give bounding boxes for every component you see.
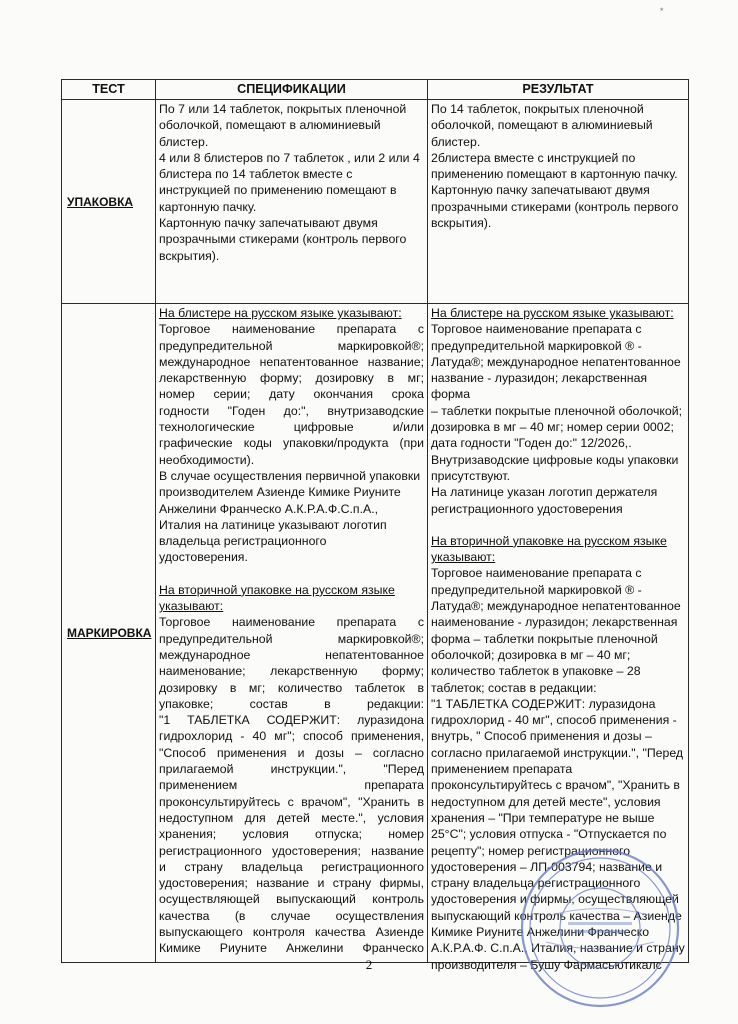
spec-secondary-text (159, 614, 424, 956)
header-row (62, 80, 689, 100)
corner-mark: * (660, 6, 664, 16)
page-number: 2 (365, 957, 373, 972)
text-line: На вторичной упаковке на русском языке (159, 582, 395, 597)
text-line: недоступном для детей месте.", условия (159, 810, 424, 825)
text-line: прозрачными стикерами (контроль первого (431, 199, 679, 214)
packaging-spec-cell (156, 100, 428, 304)
text-line: регистрационного удостоверения (431, 501, 623, 516)
text-line: На вторичной упаковке на русском языке (431, 533, 667, 548)
text-line: По 14 таблеток, покрытых пленочной (431, 102, 644, 116)
text-line: Внутризаводские цифровые коды упаковки (431, 452, 679, 467)
text-line: владельца регистрационного (159, 534, 327, 549)
packaging-spec-text (159, 101, 424, 264)
text-line: На латинице указан логотип держателя (431, 485, 658, 500)
packaging-test-label: УПАКОВКА (62, 100, 156, 304)
text-line: осуществляющей выпускающий контроль (159, 892, 424, 907)
text-line: оболочкой, помещают в алюминиевый (159, 118, 381, 133)
packaging-result-cell (428, 100, 689, 304)
result-secondary-heading (431, 533, 685, 566)
result-secondary-text (431, 565, 685, 972)
text-line: картонную пачку. (159, 199, 257, 214)
text-line: хранения – "При температуре не выше (431, 810, 655, 825)
text-line: указывают: (431, 550, 496, 565)
header-spec: СПЕЦИФИКАЦИИ (156, 80, 428, 100)
text-line: Италия на латинице указывают логотип (159, 517, 387, 532)
specification-table (61, 79, 689, 972)
text-line: применением препарата (431, 762, 573, 777)
text-line: прозрачными стикерами (контроль первого (159, 232, 407, 247)
text-line: Кимике Риуните Анжелини Франческо (431, 924, 650, 939)
text-line: Торговое наименование препарата с (159, 322, 424, 337)
text-line: присутствуют. (431, 468, 510, 483)
text-line: инструкцией по применению помещают в (159, 183, 397, 198)
text-line: предупредительной маркировкой®; (159, 631, 424, 646)
text-line: наименование - луразидон; лекарственная (431, 615, 678, 630)
text-line: В случае осуществления первичной упаковки (159, 468, 421, 483)
text-line: дозировку в мг; количество таблеток в (159, 680, 424, 695)
text-line: выпускающего контроля качества Азиенде (159, 924, 424, 939)
text-line: количество таблеток в упаковке – 28 (431, 664, 641, 679)
text-line: упаковке; состав в редакции: (159, 696, 424, 711)
marking-test-label: МАРКИРОВКА (62, 304, 156, 963)
text-line: гидрохлорид - 40 мг"; способ применения, (159, 729, 424, 744)
text-line: блистер. (159, 134, 209, 149)
text-line: качества (в случае осуществления (159, 908, 424, 923)
text-line: 2блистера вместе с инструкцией по (431, 150, 636, 165)
text-line: предупредительной маркировкой ® - (431, 338, 642, 353)
text-line: "Способ применения и дозы – согласно (159, 745, 424, 760)
text-line: Торговое наименование препарата с (159, 615, 424, 630)
text-line: прилагаемой инструкции.", "Перед (159, 762, 424, 777)
text-line: "1 ТАБЛЕТКА СОДЕРЖИТ: луразидона (159, 713, 424, 728)
text-line: А.К.Р.А.Ф. С.п.А., Италия, название и страну (431, 941, 685, 956)
text-line: производителем Азиенде Кимике Риуните (159, 485, 401, 500)
text-line: вскрытия). (431, 216, 492, 231)
text-line: регистрационного удостоверения; название (159, 843, 424, 858)
text-line: международное непатентованное название; (159, 354, 424, 369)
spec-secondary-heading (159, 582, 424, 615)
text-line: рецепту"; номер регистрационного (431, 843, 631, 858)
text-line: Латуда®; международное непатентованное (431, 599, 681, 614)
result-blister-text (431, 321, 685, 517)
text-line: внутрь, " Способ применения и дозы – (431, 729, 652, 744)
text-line: наименование; лекарственную форму; (159, 664, 424, 679)
text-line: применением препарата (159, 778, 424, 793)
text-line: страну владельца регистрационного (431, 876, 641, 891)
text-line: блистер. (431, 134, 481, 149)
text-line: таблеток; состав в редакции: (431, 680, 597, 695)
text-line: Торговое наименование препарата с (431, 322, 642, 337)
spec-primary-pack-text (159, 468, 424, 566)
text-line: блистера по 14 таблеток вместе с (159, 167, 353, 182)
text-line: Торговое наименование препарата с (431, 566, 642, 581)
text-line: лекарственную форму; дозировку в мг; (159, 371, 424, 386)
text-line: оболочкой, помещают в алюминиевый (431, 118, 653, 133)
text-line: Латуда®; международное непатентованное (431, 354, 681, 369)
text-line: форма – таблетки покрытые пленочной (431, 631, 658, 646)
marking-row (62, 304, 689, 963)
text-line: применению помещают в картонную пачку. (431, 167, 678, 182)
text-line: название - луразидон; лекарственная форма (431, 371, 648, 402)
text-line: хранения; условия отпуска; номер (159, 827, 424, 842)
text-line: проконсультируйтесь с врачом", "Хранить в (431, 778, 680, 793)
text-line: дозировка в мг – 40 мг; номер серии 0002; (431, 420, 674, 435)
text-line: проконсультируйтесь с врачом", "Хранить в (159, 794, 424, 809)
text-line: По 7 или 14 таблеток, покрытых пленочной (159, 102, 407, 116)
marking-spec-cell (156, 304, 428, 963)
text-line: производителя – Бушу Фармасьютикалс (431, 957, 662, 972)
header-test: ТЕСТ (62, 80, 156, 100)
text-line: дата годности "Годен до:" 12/2026,. (431, 436, 632, 451)
text-line: удостоверения – ЛП-003794; название и (431, 859, 663, 874)
text-line: вскрытия). (159, 248, 220, 263)
text-line: указывают: (159, 599, 224, 614)
packaging-result-text (431, 101, 685, 231)
text-line: технологические цифровые и/или (159, 420, 424, 435)
text-line: номер серии; дату окончания срока (159, 387, 424, 402)
text-line: предупредительной маркировкой ® - (431, 582, 642, 597)
text-line: оболочкой; дозировка в мг – 40 мг; (431, 647, 631, 662)
text-line: Кимике Риуните Анжелини Франческо (159, 941, 424, 956)
spec-blister-heading: На блистере на русском языке указывают: (159, 306, 402, 320)
packaging-row (62, 100, 689, 304)
result-blister-heading: На блистере на русском языке указывают: (431, 306, 674, 320)
text-line: 4 или 8 блистеров по 7 таблеток , или 2 или 4 (159, 150, 420, 165)
text-line: Картонную пачку запечатывают двумя (159, 216, 378, 231)
text-line: согласно прилагаемой инструкции.", "Перед (431, 745, 684, 760)
header-result: РЕЗУЛЬТАТ (428, 80, 689, 100)
text-line: – таблетки покрытые пленочной оболочкой; (431, 403, 682, 418)
text-line: и страну владельца регистрационного (159, 859, 424, 874)
text-line: 25°С"; условия отпуска - "Отпускается по (431, 827, 667, 842)
text-line: удостоверения и фирмы, осуществляющей (431, 892, 679, 907)
text-line: годности "Годен до:", внутризаводские (159, 403, 424, 418)
text-line: гидрохлорид - 40 мг", способ применения - (431, 713, 677, 728)
text-line: выпускающий контроль качества – Азиенде (431, 908, 682, 923)
text-line: удостоверения. (159, 550, 248, 565)
marking-result-cell (428, 304, 689, 972)
text-line: графические коды упаковки/продукта (при (159, 436, 424, 451)
text-line: удостоверения; название и страну фирмы, (159, 876, 424, 891)
text-line: "1 ТАБЛЕТКА СОДЕРЖИТ: луразидона (431, 696, 656, 711)
spec-blister-text (159, 321, 424, 468)
text-line: необходимости). (159, 452, 255, 467)
text-line: предупредительной маркировкой®; (159, 338, 424, 353)
text-line: международное непатентованное (159, 647, 424, 662)
text-line: Картонную пачку запечатывают двумя (431, 183, 650, 198)
text-line: Анжелини Франческо А.К.Р.А.Ф.С.п.А., (159, 501, 379, 516)
text-line: недоступном для детей месте", условия (431, 794, 661, 809)
